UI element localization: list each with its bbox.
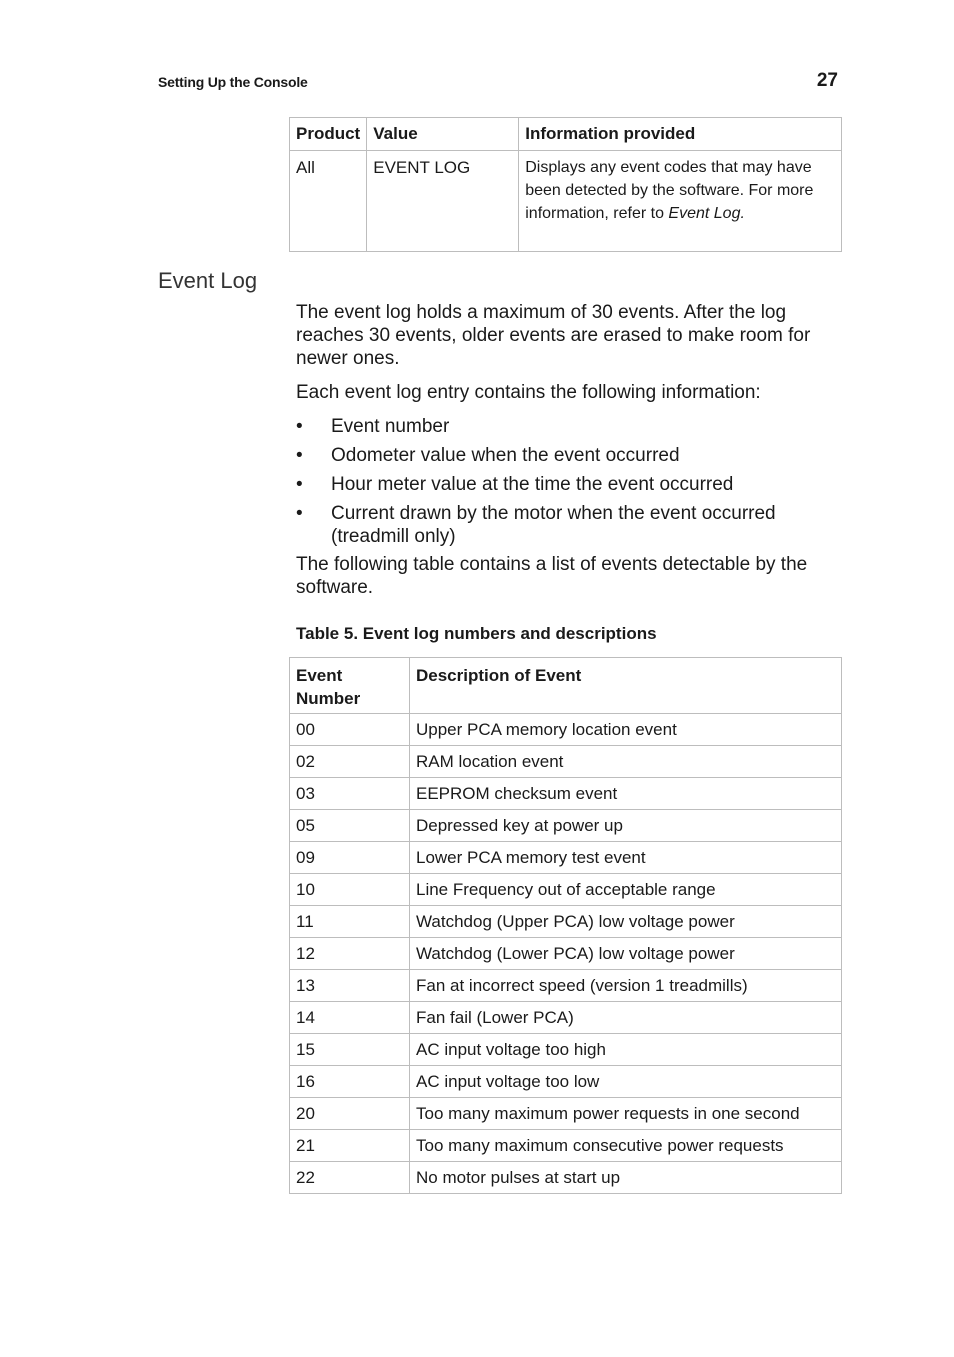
cell-value: EVENT LOG [367, 151, 519, 252]
bullet-icon: • [296, 445, 303, 466]
page-number: 27 [816, 70, 838, 91]
event-table-body [290, 714, 842, 1194]
column-header-description: Description of Event [410, 658, 842, 714]
column-header-product: Product [290, 118, 367, 151]
list-item: • Odometer value when the event occurred [296, 445, 680, 466]
cell-event-description: Fan at incorrect speed (version 1 treadmills) [410, 970, 842, 1002]
column-header-event-number: Event Number [290, 658, 410, 714]
table-row [290, 874, 842, 906]
table-row [290, 1034, 842, 1066]
cell-event-description: Upper PCA memory location event [410, 714, 842, 746]
paragraph-intro: The event log holds a maximum of 30 events. After the log reaches 30 events, older events are erased to make room for newer ones. [296, 302, 811, 369]
product-value-table [289, 117, 842, 252]
cell-event-description: AC input voltage too low [410, 1066, 842, 1098]
table-row [290, 1002, 842, 1034]
cell-event-number: 00 [290, 714, 410, 746]
table-row [290, 1098, 842, 1130]
table-row [290, 151, 842, 252]
cell-event-description: EEPROM checksum event [410, 778, 842, 810]
cell-event-description: Too many maximum power requests in one second [410, 1098, 842, 1130]
running-header: Setting Up the Console [158, 74, 308, 90]
paragraph-entry-info: Each event log entry contains the following information: [296, 382, 761, 403]
table-header-row [290, 118, 842, 151]
cell-event-description: Lower PCA memory test event [410, 842, 842, 874]
table-row [290, 714, 842, 746]
cell-event-number: 10 [290, 874, 410, 906]
table-caption: Table 5. Event log numbers and descriptions [296, 624, 657, 643]
cell-product: All [290, 151, 367, 252]
cell-event-description: Too many maximum consecutive power requests [410, 1130, 842, 1162]
cell-event-number: 09 [290, 842, 410, 874]
cell-event-number: 16 [290, 1066, 410, 1098]
table-row [290, 810, 842, 842]
table-header-row [290, 658, 842, 714]
table-row [290, 778, 842, 810]
cell-event-number: 15 [290, 1034, 410, 1066]
list-item: • Current drawn by the motor when the event occurred (treadmill only) [296, 503, 776, 547]
table-row [290, 1130, 842, 1162]
info-end: . [740, 205, 745, 222]
cell-event-description: Line Frequency out of acceptable range [410, 874, 842, 906]
cell-event-number: 02 [290, 746, 410, 778]
cell-event-number: 21 [290, 1130, 410, 1162]
cell-event-description: Fan fail (Lower PCA) [410, 1002, 842, 1034]
cell-event-description: No motor pulses at start up [410, 1162, 842, 1194]
cell-event-description: RAM location event [410, 746, 842, 778]
table-row [290, 906, 842, 938]
cell-event-number: 12 [290, 938, 410, 970]
bullet-icon: • [296, 474, 303, 495]
cell-event-description: Watchdog (Lower PCA) low voltage power [410, 938, 842, 970]
section-heading: Event Log [158, 268, 258, 293]
bullet-icon: • [296, 416, 303, 437]
table-row [290, 1066, 842, 1098]
table-row [290, 1162, 842, 1194]
cross-reference-link[interactable]: Event Log [668, 205, 741, 222]
cell-information [519, 151, 842, 252]
table-row [290, 938, 842, 970]
cell-event-description: Depressed key at power up [410, 810, 842, 842]
paragraph-table-intro: The following table contains a list of events detectable by the software. [296, 554, 808, 598]
cell-event-number: 22 [290, 1162, 410, 1194]
bullet-list [296, 415, 836, 554]
column-header-value: Value [367, 118, 519, 151]
cell-event-description: AC input voltage too high [410, 1034, 842, 1066]
table-row [290, 842, 842, 874]
cell-event-number: 03 [290, 778, 410, 810]
cell-event-number: 14 [290, 1002, 410, 1034]
table-row [290, 746, 842, 778]
cell-event-number: 05 [290, 810, 410, 842]
list-item: • Event number [296, 416, 450, 437]
column-header-information: Information provided [519, 118, 842, 151]
cell-event-number: 11 [290, 906, 410, 938]
bullet-icon: • [296, 503, 303, 524]
cell-event-number: 20 [290, 1098, 410, 1130]
list-item: • Hour meter value at the time the event occurred [296, 474, 734, 495]
info-text: Displays any event codes that may have been detected by the software. For more information, refer to [525, 159, 814, 222]
cell-event-description: Watchdog (Upper PCA) low voltage power [410, 906, 842, 938]
event-log-table [289, 657, 842, 1194]
table-row [290, 970, 842, 1002]
cell-event-number: 13 [290, 970, 410, 1002]
